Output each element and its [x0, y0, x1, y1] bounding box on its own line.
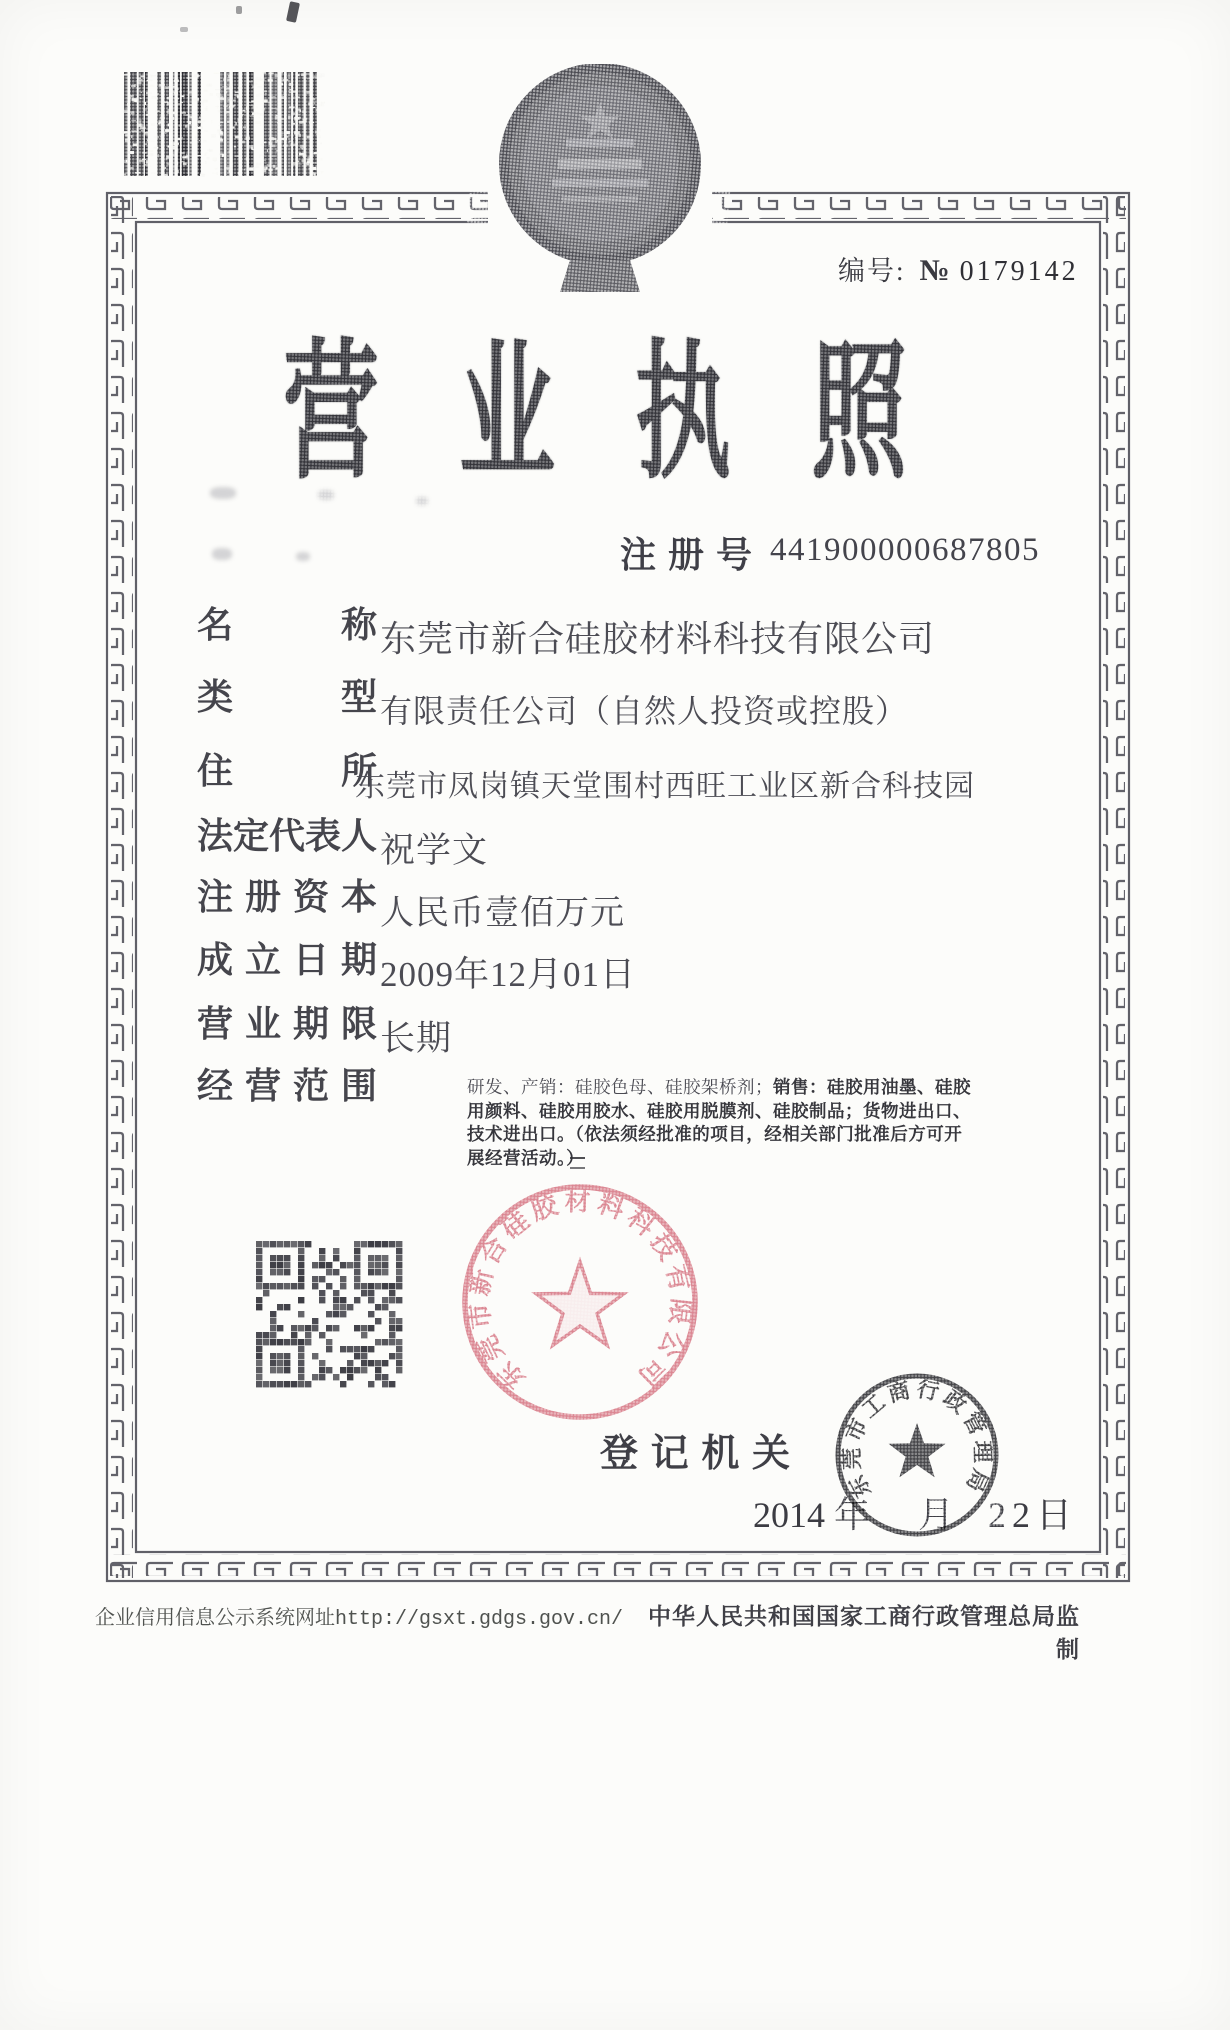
field-label: 住所 — [197, 751, 377, 791]
scope-part-1: 研发、产销：硅胶色母、硅胶架桥剂； — [467, 1077, 773, 1097]
registrar-label: 登记机关 — [600, 1433, 790, 1475]
field-row-registered-capital — [197, 877, 977, 937]
serial-label: 编号: — [838, 256, 906, 286]
field-value: 祝学文 — [380, 831, 489, 870]
qr-code — [256, 1241, 404, 1394]
company-seal-text: 东莞市新合硅胶材料科技有限公司 — [463, 1187, 697, 1395]
registration-number-value: 441900000687805 — [770, 532, 1040, 568]
serial-row — [838, 249, 1079, 288]
issue-date-day: 22日 — [988, 1495, 1079, 1535]
company-seal — [458, 1180, 702, 1429]
serial-number: 0179142 — [959, 256, 1079, 287]
field-row-business-term — [197, 1004, 977, 1064]
authority-seal — [827, 1365, 1007, 1550]
scan-smudge — [416, 497, 428, 505]
field-value: 2009年12月01日 — [380, 955, 637, 994]
field-label: 营业期限 — [197, 1004, 377, 1044]
ink-speck — [286, 1, 300, 23]
scan-smudge — [212, 548, 232, 560]
registration-number-label: 注册号 — [620, 535, 765, 575]
ink-speck — [180, 27, 188, 32]
field-row-type — [197, 677, 977, 737]
ink-speck — [236, 6, 242, 14]
company-seal-star — [536, 1262, 623, 1345]
field-row-legal-representative — [197, 816, 977, 876]
authority-seal-star — [889, 1423, 946, 1477]
field-value: 长期 — [380, 1019, 453, 1058]
authority-seal-text: 东莞市工商行政管理局 — [838, 1375, 996, 1503]
field-label: 注册资本 — [197, 877, 377, 917]
issue-date-month: 月 — [918, 1495, 955, 1535]
field-value: 有限责任公司（自然人投资或控股） — [380, 693, 909, 729]
footer-issuing-authority: 中华人民共和国国家工商行政管理总局监制 — [648, 1604, 1080, 1662]
field-label: 类型 — [197, 677, 377, 717]
registration-number-row — [620, 527, 1100, 577]
business-scope-text — [467, 1076, 972, 1170]
field-label: 法定代表人 — [197, 816, 378, 856]
field-row-address — [197, 751, 977, 811]
scope-part-2: 销售：硅胶用油墨、硅胶用颜料、硅胶用胶水、硅胶用脱膜剂、硅胶制品；货物进出口、技术进出口。（依法须经批准的项目，经相关部门批准后方可开展经营活动。） — [467, 1077, 971, 1168]
field-label: 经营范围 — [197, 1066, 377, 1106]
footer-public-info-url: 企业信用信息公示系统网址http://gsxt.gdgs.gov.cn/ — [95, 1608, 624, 1631]
license-title: 营业执照 — [283, 331, 988, 497]
field-row-name — [197, 605, 977, 665]
field-label: 成立日期 — [197, 940, 377, 980]
issue-date-year: 2014 年 — [753, 1495, 871, 1535]
scan-smudge — [318, 490, 334, 500]
field-label: 名称 — [197, 605, 377, 645]
field-value: 东莞市新合硅胶材料科技有限公司 — [380, 619, 936, 659]
national-emblem — [488, 64, 712, 313]
correction-mark — [570, 1157, 585, 1169]
scan-smudge — [296, 552, 310, 561]
scan-smudge — [210, 487, 236, 499]
field-value: 东莞市凤岗镇天堂围村西旺工业区新合科技园 — [355, 770, 975, 803]
barcode — [122, 70, 328, 185]
field-value: 人民币壹佰万元 — [380, 895, 625, 932]
field-row-business-scope — [197, 1066, 977, 1196]
numero-sign: № — [919, 254, 950, 287]
field-row-establish-date — [197, 940, 977, 1000]
